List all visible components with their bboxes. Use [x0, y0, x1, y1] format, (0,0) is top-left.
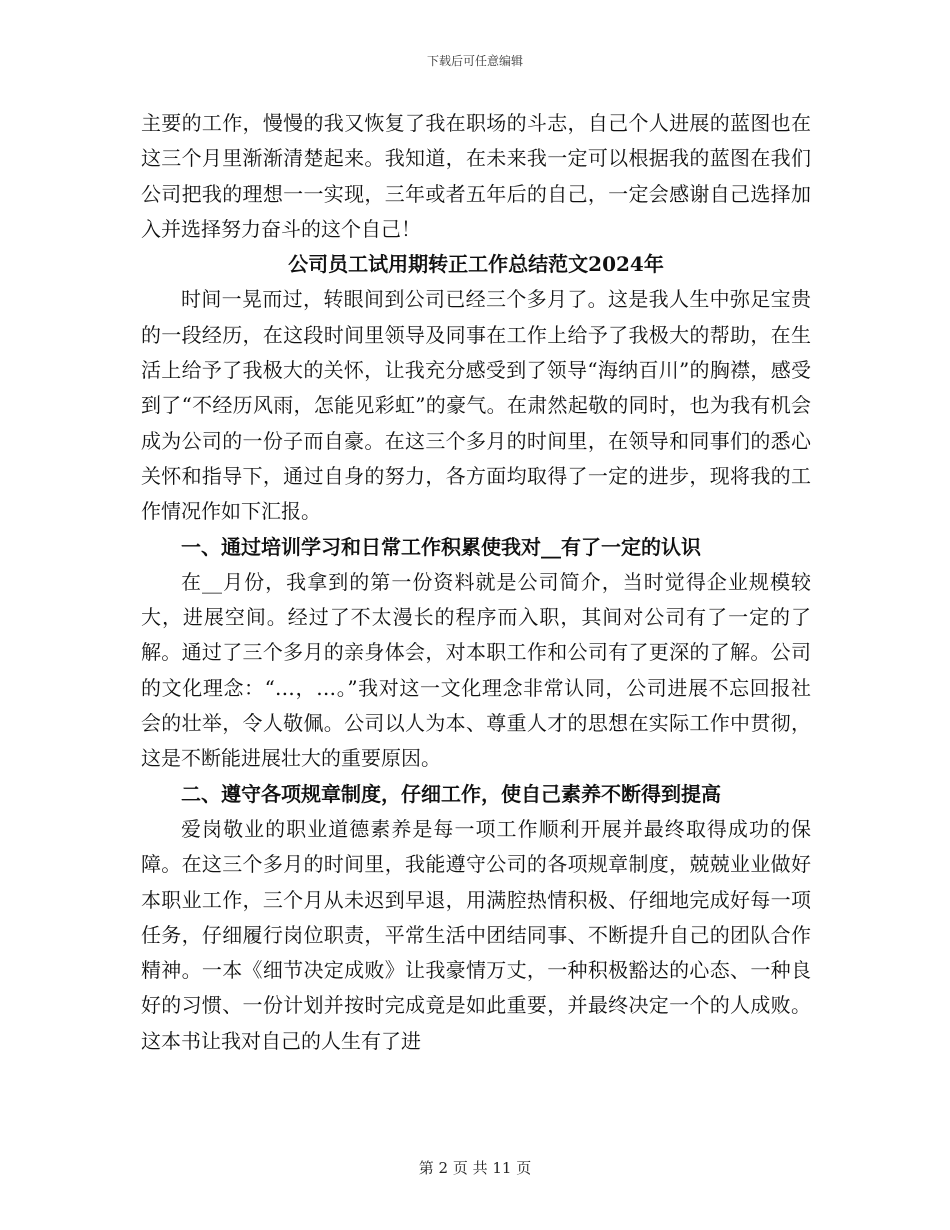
page-header: 下载后可任意编辑 [426, 54, 523, 68]
paragraph-continuation: 主要的工作，慢慢的我又恢复了我在职场的斗志，自己个人进展的蓝图也在这三个月里渐渐清楚起来。我知道，在未来我一定可以根据我的蓝图在我们公司把我的理想一一实现，三年或者五年后的自己，一定会感谢自己选择加入并选择努力奋斗的这个自己！ [141, 111, 811, 241]
page-footer: 第 2 页 共 11 页 [418, 1159, 532, 1177]
paragraph-section-2: 爱岗敬业的职业道德素养是每一项工作顺利开展并最终取得成功的保障。在这三个多月的时间里，我能遵守公司的各项规章制度，兢兢业业做好本职业工作，三个月从未迟到早退，用满腔热情积极、仔细地完成好每一项任务，仔细履行岗位职责，平常生活中团结同事、不断提升自己的团队合作精神。一本《细节决定成败》让我豪情万丈，一种积极豁达的心态、一种良好的习惯、一份计划并按时完成竟是如此重要，并最终决定一个的人成败。这本书让我对自己的人生有了进 [141, 816, 811, 1053]
document-title: 公司员工试用期转正工作总结范文2024年 [288, 252, 664, 277]
section-heading-2: 二、遵守各项规章制度，仔细工作，使自己素养不断得到提高 [181, 781, 721, 806]
paragraph-intro: 时间一晃而过，转眼间到公司已经三个多月了。这是我人生中弥足宝贵的一段经历，在这段时间里领导及同事在工作上给予了我极大的帮助，在生活上给予了我极大的关怀，让我充分感受到了领导“海纳百川”的胸襟，感受到了“不经历风雨，怎能见彩虹”的豪气。在肃然起敬的同时，也为我有机会成为公司的一份子而自豪。在这三个多月的时间里，在领导和同事们的悉心关怀和指导下，通过自身的努力，各方面均取得了一定的进步，现将我的工作情况作如下汇报。 [141, 287, 811, 524]
document-body [141, 106, 811, 1059]
section-heading-1: 一、通过培训学习和日常工作积累使我对__有了一定的认识 [181, 534, 701, 559]
paragraph-section-1: 在__月份，我拿到的第一份资料就是公司简介，当时觉得企业规模较大，进展空间。经过了不太漫长的程序而入职，其间对公司有了一定的了解。通过了三个多月的亲身体会，对本职工作和公司有了更深的了解。公司的文化理念：“…，…。”我对这一文化理念非常认同，公司进展不忘回报社会的壮举，令人敬佩。公司以人为本、尊重人才的思想在实际工作中贯彻，这是不断能进展壮大的重要原因。 [141, 569, 811, 771]
